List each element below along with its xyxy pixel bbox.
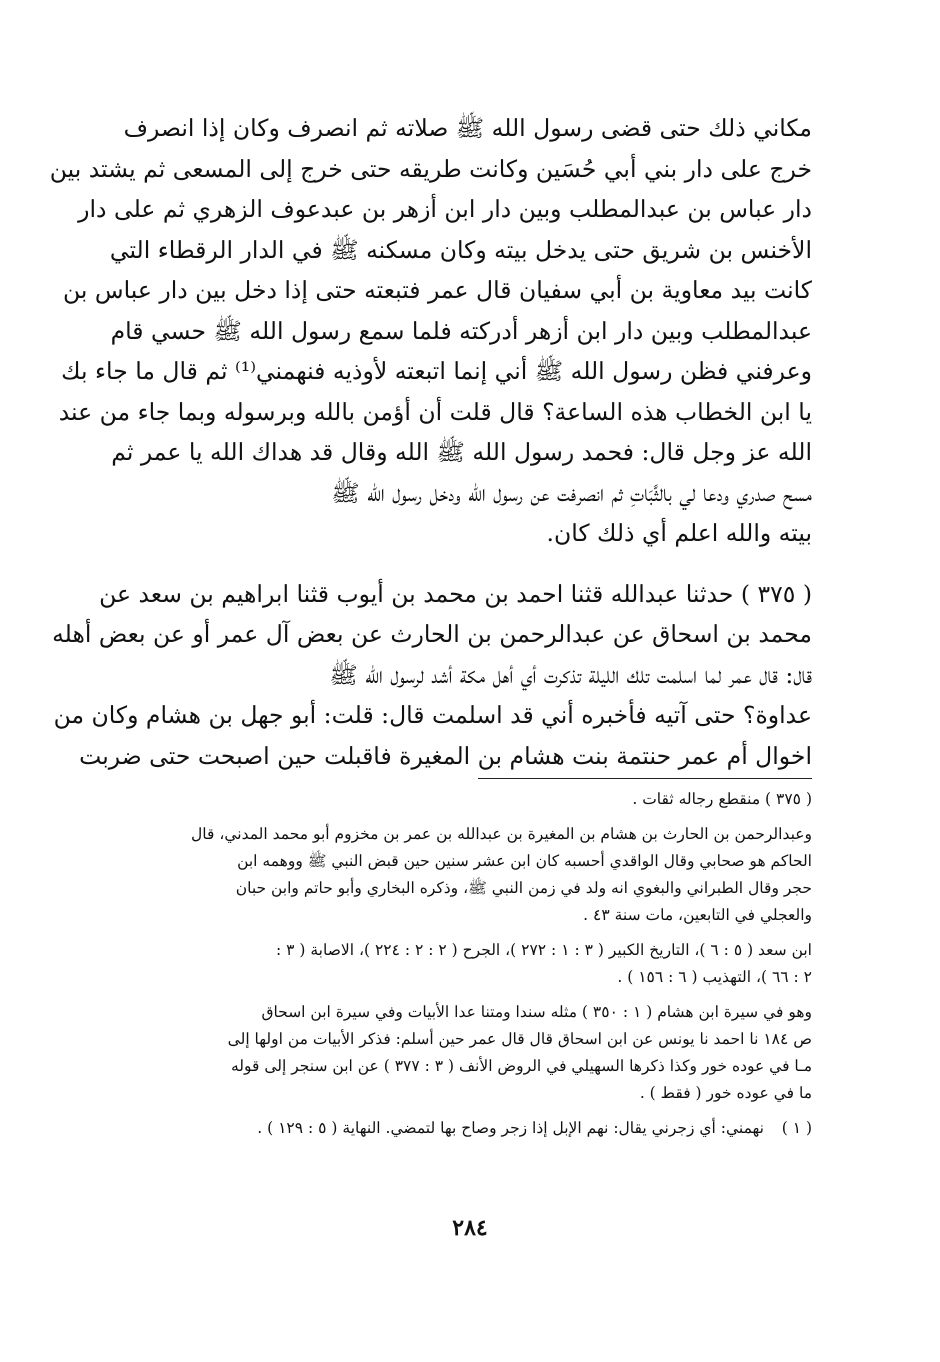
note-line: وعبدالرحمن بن الحارث بن هشام بن المغيرة بن عبدالله بن عمر بن مخزوم أبو محمد المدني، قال bbox=[191, 825, 812, 843]
footnote-1 bbox=[100, 1115, 812, 1142]
text-line: قال: قال عمر لما اسلمت تلك الليلة تذكرت أي أهل مكة أشد لرسول الله ﷺ bbox=[329, 660, 812, 689]
note-sira bbox=[100, 999, 812, 1107]
note-gap bbox=[100, 1107, 812, 1115]
footnotes-section bbox=[100, 786, 812, 1142]
paragraph-continuation bbox=[49, 108, 812, 554]
hadith-375-paragraph bbox=[52, 574, 812, 777]
text-line: خرج على دار بني أبي حُسَين وكانت طريقه حتى خرج إلى المسعى ثم يشتد بين bbox=[49, 154, 812, 183]
text-line: عداوة؟ حتى آتيه فأخبره أني قد اسلمت قال: قلت: أبو جهل بن هشام وكان من bbox=[53, 701, 812, 729]
note-narrator-bio bbox=[100, 821, 812, 929]
note-line: مـا في عوده خور وكذا ذكرها السهيلي في الروض الأنف ( ٣ : ٣٧٧ ) عن ابن سنجر إلى قوله bbox=[231, 1057, 812, 1075]
text-line: اخوال أم عمر حنتمة بنت هشام بن المغيرة فاقبلت حين اصبحت حتى ضربت bbox=[79, 741, 812, 770]
footnote-text: نهمني: أي زجرني يقال: نهم الإبل إذا زجر وصاح بها لتمضي. النهاية ( ٥ : ١٢٩ ) . bbox=[257, 1119, 764, 1137]
note-gap bbox=[100, 929, 812, 937]
text-line: الأخنس بن شريق حتى يدخل بيته وكان مسكنه ﷺ في الدار الرقطاء التي bbox=[109, 235, 812, 264]
text-line: يا ابن الخطاب هذه الساعة؟ قال قلت أن أؤمن بالله وبرسوله وبما جاء من عند bbox=[58, 397, 812, 426]
note-line: ص ١٨٤ نا احمد نا يونس عن ابن اسحاق قال قال عمر حين أسلم: فذكر الأبيات من اولها إلى bbox=[227, 1030, 812, 1048]
main-text bbox=[49, 108, 812, 776]
page-number: ٢٨٤ bbox=[452, 1215, 488, 1241]
text-line: عبدالمطلب وبين دار ابن أزهر أدركته فلما سمع رسول الله ﷺ حسي قام bbox=[110, 316, 812, 345]
text-line: وعرفني فظن رسول الله ﷺ أني إنما اتبعته لأوذيه فنهمني⁽¹⁾ ثم قال ما جاء بك bbox=[61, 357, 812, 385]
note-references bbox=[100, 937, 812, 991]
note-line: حجر وقال الطبراني والبغوي انه ولد في زمن النبي ﷺ، وذكره البخاري وأبو حاتم وابن حبان bbox=[235, 879, 812, 897]
note-gap bbox=[100, 991, 812, 999]
footnote-separator bbox=[478, 778, 812, 779]
paragraph-gap bbox=[100, 554, 812, 574]
text-line: محمد بن اسحاق عن عبدالرحمن بن الحارث عن بعض آل عمر أو عن بعض أهله bbox=[52, 620, 812, 648]
note-heading: ( ٣٧٥ ) منقطع رجاله ثقات . bbox=[632, 790, 812, 808]
text-line: دار عباس بن عبدالمطلب وبين دار ابن أزهر بن عبدعوف الزهري ثم على دار bbox=[78, 195, 812, 223]
text-line: بيته والله اعلم أي ذلك كان. bbox=[546, 519, 812, 547]
note-line: ٢ : ٦٦ )، التهذيب ( ٦ : ١٥٦ ) . bbox=[617, 968, 812, 986]
text-line: ( ٣٧٥ ) حدثنا عبدالله قثنا احمد بن محمد بن أيوب قثنا ابراهيم بن سعد عن bbox=[99, 579, 812, 608]
text-line: مكاني ذلك حتى قضى رسول الله ﷺ صلاته ثم انصرف وكان إذا انصرف bbox=[123, 114, 812, 142]
note-line: والعجلي في التابعين، مات سنة ٤٣ . bbox=[583, 906, 812, 924]
text-line: مسح صدري ودعا لي بالثَّبَاتِ ثم انصرفت عن رسول الله ودخل رسول الله ﷺ bbox=[331, 478, 812, 507]
note-gap bbox=[100, 813, 812, 821]
note-line: ابن سعد ( ٥ : ٦ )، التاريخ الكبير ( ٣ : ١ : ٢٧٢ )، الجرح ( ٢ : ٢ : ٢٢٤ )، الاصابة ( ٣ : bbox=[275, 941, 812, 959]
footnote-marker: ( ١ ) bbox=[781, 1119, 812, 1137]
text-line: الله عز وجل قال: فحمد رسول الله ﷺ الله وقال قد هداك الله يا عمر ثم bbox=[111, 438, 812, 466]
note-line: وهو في سيرة ابن هشام ( ١ : ٣٥٠ ) مثله سندا ومتنا عدا الأبيات وفي سيرة ابن اسحاق bbox=[261, 1003, 812, 1021]
note-line: ما في عوده خور ( فقط ) . bbox=[639, 1084, 812, 1102]
text-line: كانت بيد معاوية بن أبي سفيان قال عمر فتبعته حتى إذا دخل بين دار عباس بن bbox=[63, 276, 812, 304]
note-line: الحاكم هو صحابي وقال الواقدي أحسبه كان ابن عشر سنين حين قبض النبي ﷺ ووهمه ابن bbox=[237, 852, 812, 870]
